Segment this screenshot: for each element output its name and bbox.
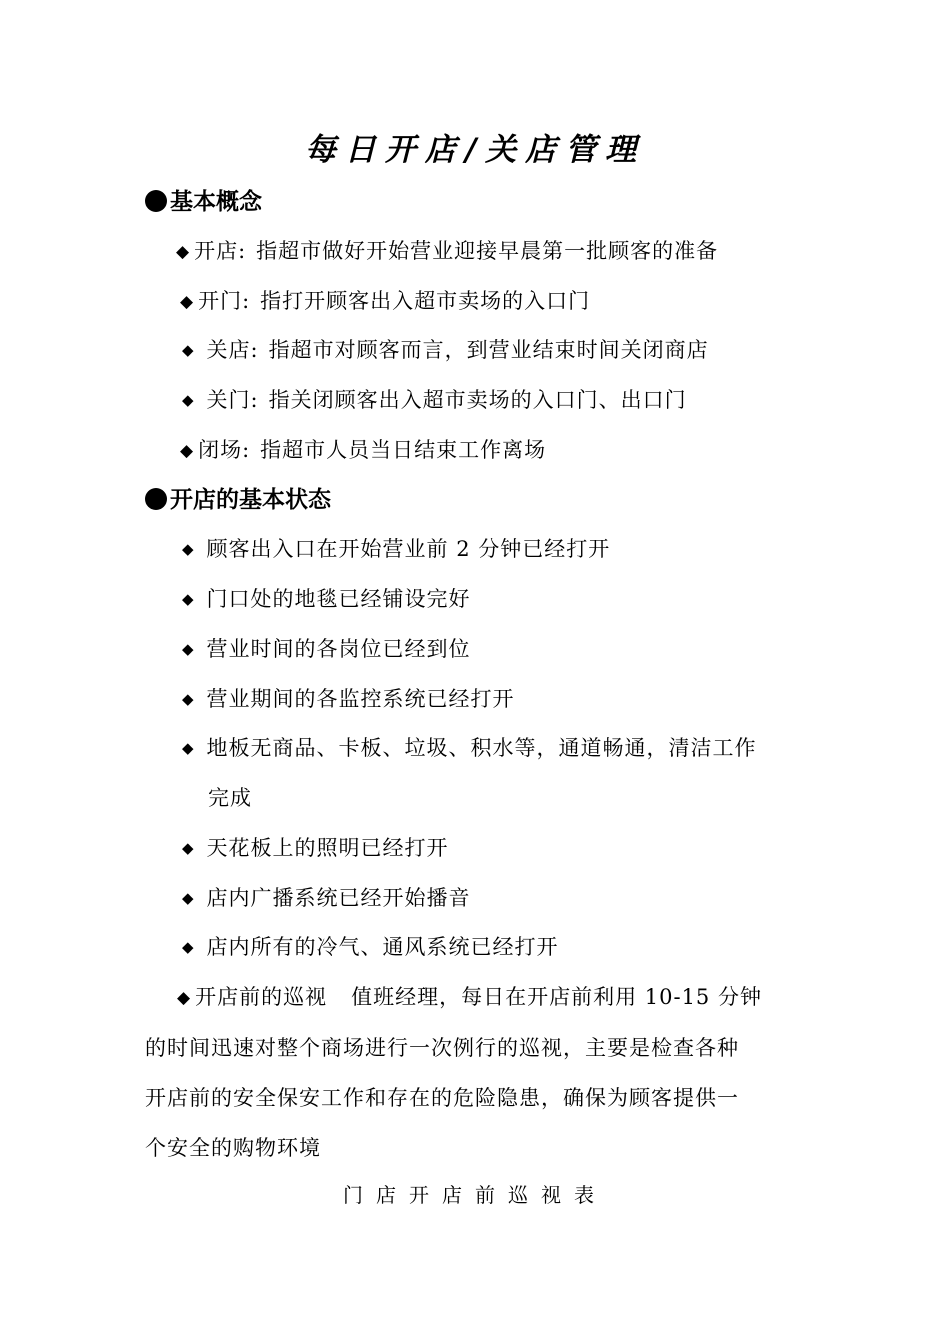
patrol-line-text: 值班经理，每日在开店前利用 10-15 分钟: [351, 985, 762, 1009]
section-heading-basic-concepts: [145, 186, 262, 218]
diamond-bullet-icon: ◆: [182, 839, 195, 857]
status-item-text: 店内广播系统已经开始播音: [206, 886, 471, 910]
concept-colon: :: [250, 388, 259, 412]
circle-bullet-icon: [145, 190, 167, 212]
status-item-continuation: 完成: [208, 786, 252, 810]
diamond-bullet-icon: ◆: [180, 292, 195, 312]
concept-colon: :: [250, 338, 259, 362]
diamond-bullet-icon: ◆: [177, 988, 192, 1008]
concept-label: 开门: [198, 289, 243, 313]
diamond-bullet-icon: ◆: [182, 391, 195, 409]
status-item: [182, 684, 515, 714]
concept-label: 关门: [206, 388, 251, 412]
diamond-bullet-icon: ◆: [182, 889, 195, 907]
status-item-text: 店内所有的冷气、通风系统已经打开: [206, 935, 559, 959]
page-title: 每日开店/关店管理: [304, 132, 646, 168]
patrol-paragraph: [145, 972, 815, 1173]
concept-text: 指超市人员当日结束工作离场: [260, 438, 547, 462]
diamond-bullet-icon: ◆: [182, 739, 195, 757]
concept-text: 指打开顾客出入超市卖场的入口门: [260, 289, 591, 313]
status-item-text: 天花板上的照明已经打开: [206, 836, 449, 860]
patrol-line: 的时间迅速对整个商场进行一次例行的巡视，主要是检查各种: [145, 1036, 739, 1060]
concept-label: 关店: [206, 338, 251, 362]
patrol-line: 个安全的购物环境: [145, 1136, 321, 1160]
concept-item-close-store: [182, 335, 709, 365]
concept-label: 闭场: [198, 438, 243, 462]
patrol-first-line: [145, 972, 815, 1023]
diamond-bullet-icon: ◆: [180, 441, 195, 461]
concept-item-close-door: [182, 385, 687, 415]
status-item-text: 营业期间的各监控系统已经打开: [206, 687, 515, 711]
circle-bullet-icon: [145, 488, 167, 510]
patrol-line: 开店前的安全保安工作和存在的危险隐患，确保为顾客提供一: [145, 1086, 739, 1110]
status-item: [182, 534, 610, 564]
status-item-text: 地板无商品、卡板、垃圾、积水等，通道畅通，清洁工作: [206, 736, 757, 760]
status-item: [182, 733, 757, 763]
concept-text: 指超市对顾客而言，到营业结束时间关闭商店: [268, 338, 709, 362]
diamond-bullet-icon: ◆: [182, 690, 195, 708]
concept-label: 开店: [194, 239, 239, 263]
diamond-bullet-icon: ◆: [182, 590, 195, 608]
status-item: [182, 883, 471, 913]
concept-colon: :: [242, 438, 251, 462]
concept-text: 指超市做好开始营业迎接早晨第一批顾客的准备: [256, 239, 719, 263]
concept-item-open-store: [176, 236, 718, 267]
section-heading-opening-status: [145, 484, 331, 516]
diamond-bullet-icon: ◆: [182, 640, 195, 658]
status-item: [182, 634, 471, 664]
patrol-label: 开店前的巡视: [195, 985, 328, 1009]
concept-text: 指关闭顾客出入超市卖场的入口门、出口门: [268, 388, 687, 412]
section-heading-text: 开店的基本状态: [170, 487, 331, 513]
concept-item-close-site: [180, 435, 546, 466]
status-item-text: 顾客出入口在开始营业前 2 分钟已经打开: [206, 537, 611, 561]
section-heading-text: 基本概念: [170, 189, 262, 215]
table-caption: 门店开店前巡视表: [343, 1183, 607, 1207]
status-item: [182, 932, 559, 962]
concept-colon: :: [242, 289, 251, 313]
diamond-bullet-icon: ◆: [176, 242, 191, 262]
diamond-bullet-icon: ◆: [182, 341, 195, 359]
status-item-text: 营业时间的各岗位已经到位: [206, 637, 471, 661]
status-item-text: 门口处的地毯已经铺设完好: [206, 587, 471, 611]
status-item: [182, 833, 449, 863]
diamond-bullet-icon: ◆: [182, 938, 195, 956]
diamond-bullet-icon: ◆: [182, 540, 195, 558]
concept-colon: :: [238, 239, 247, 263]
status-item: [182, 584, 471, 614]
concept-item-open-door: [180, 286, 590, 317]
